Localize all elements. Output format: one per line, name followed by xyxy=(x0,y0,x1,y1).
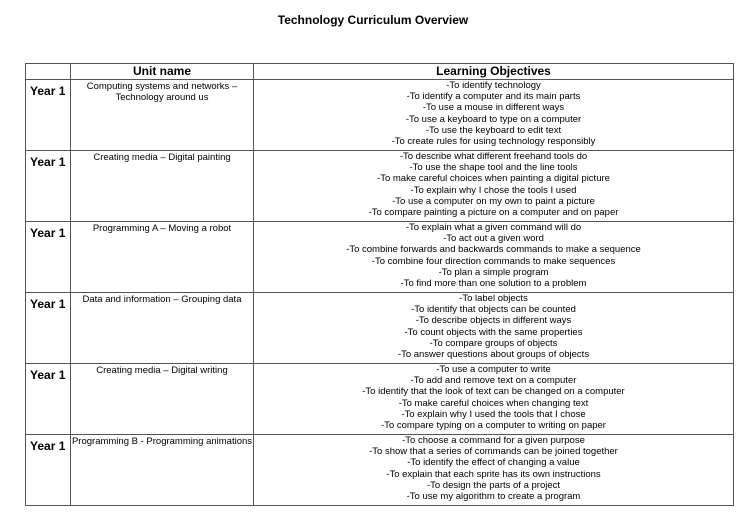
table-row xyxy=(26,151,734,222)
objective-item: -To explain why I used the tools that I chose xyxy=(401,408,586,420)
objective-item: -To identify a computer and its main parts xyxy=(406,91,581,103)
objective-item: -To act out a given word xyxy=(443,233,544,245)
objective-item: -To explain why I chose the tools I used xyxy=(410,184,577,196)
year-cell: Year 1 xyxy=(26,293,71,364)
learning-objectives-cell xyxy=(254,293,734,364)
year-cell: Year 1 xyxy=(26,364,71,435)
objective-item: -To add and remove text on a computer xyxy=(410,375,577,387)
objective-item: -To plan a simple program xyxy=(438,266,549,278)
objective-item: -To use the shape tool and the line tools xyxy=(409,162,578,174)
table-row xyxy=(26,293,734,364)
learning-objectives-column-header: Learning Objectives xyxy=(254,64,734,80)
unit-name-cell: Creating media – Digital painting xyxy=(71,151,254,222)
objective-item: -To use a computer on my own to paint a picture xyxy=(392,195,595,207)
objective-item: -To show that a series of commands can be joined together xyxy=(369,446,618,458)
objective-item: -To make careful choices when changing text xyxy=(398,397,589,409)
unit-name-cell: Programming A – Moving a robot xyxy=(71,222,254,293)
objective-item: -To describe objects in different ways xyxy=(415,315,572,327)
objective-item: -To find more than one solution to a problem xyxy=(400,278,587,290)
objective-item: -To choose a command for a given purpose xyxy=(402,435,585,446)
objective-item: -To compare groups of objects xyxy=(429,337,558,349)
objective-item: -To answer questions about groups of objects xyxy=(397,349,590,361)
objective-item: -To describe what different freehand tools do xyxy=(399,151,588,162)
objective-item: -To compare painting a picture on a computer and on paper xyxy=(368,207,619,219)
year-column-header xyxy=(26,64,71,80)
objective-item: -To use a mouse in different ways xyxy=(422,102,565,114)
objective-item: -To create rules for using technology responsibly xyxy=(391,136,596,148)
objective-item: -To design the parts of a project xyxy=(426,479,561,491)
objective-item: -To count objects with the same properties xyxy=(404,326,583,338)
objective-item: -To identify technology xyxy=(446,80,541,91)
objective-item: -To label objects xyxy=(459,293,528,304)
year-cell: Year 1 xyxy=(26,151,71,222)
year-cell: Year 1 xyxy=(26,80,71,151)
curriculum-table xyxy=(25,63,734,506)
unit-name-cell: Programming B - Programming animations xyxy=(71,435,254,506)
table-row xyxy=(26,80,734,151)
objective-item: -To use my algorithm to create a program xyxy=(406,491,581,503)
objective-item: -To use a keyboard to type on a computer xyxy=(405,113,582,125)
learning-objectives-cell xyxy=(254,151,734,222)
objective-item: -To make careful choices when painting a digital picture xyxy=(377,173,610,185)
learning-objectives-cell xyxy=(254,364,734,435)
learning-objectives-cell xyxy=(254,222,734,293)
objective-item: -To use the keyboard to edit text xyxy=(425,124,562,136)
objective-item: -To compare typing on a computer to writing on paper xyxy=(381,420,606,432)
learning-objectives-cell xyxy=(254,435,734,506)
table-header-row xyxy=(26,64,734,80)
table-row xyxy=(26,364,734,435)
objective-item: -To use a computer to write xyxy=(436,364,551,375)
objective-item: -To combine four direction commands to make sequences xyxy=(371,255,616,267)
unit-name-cell: Data and information – Grouping data xyxy=(71,293,254,364)
table-row xyxy=(26,435,734,506)
objective-item: -To explain what a given command will do xyxy=(405,222,582,233)
objective-item: -To explain that each sprite has its own instructions xyxy=(386,468,601,480)
objective-item: -To identify that objects can be counted xyxy=(411,304,576,316)
objective-item: -To identify that the look of text can be changed on a computer xyxy=(362,386,625,398)
objective-item: -To combine forwards and backwards commands to make a sequence xyxy=(346,244,641,256)
document-title: Technology Curriculum Overview xyxy=(277,13,469,27)
objective-item: -To identify the effect of changing a value xyxy=(407,457,580,469)
unit-name-column-header: Unit name xyxy=(71,64,254,80)
unit-name-cell: Computing systems and networks – Technology around us xyxy=(71,80,254,151)
table-row xyxy=(26,222,734,293)
year-cell: Year 1 xyxy=(26,222,71,293)
unit-name-cell: Creating media – Digital writing xyxy=(71,364,254,435)
year-cell: Year 1 xyxy=(26,435,71,506)
learning-objectives-cell xyxy=(254,80,734,151)
